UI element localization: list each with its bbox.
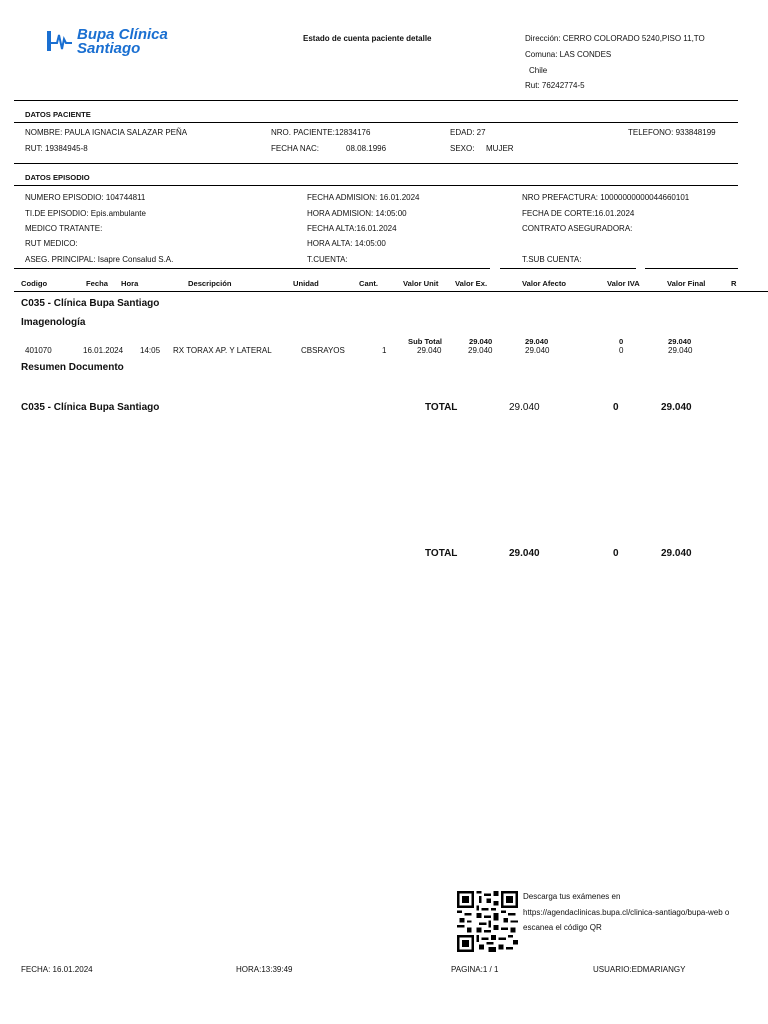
grand-total-label: TOTAL xyxy=(425,548,458,559)
footer-page: PAGINA:1 / 1 xyxy=(451,965,499,974)
group-title: C035 - Clínica Bupa Santiago xyxy=(21,298,160,309)
divider xyxy=(14,185,738,186)
clinic-comuna: Comuna: LAS CONDES xyxy=(525,50,612,59)
subtotal-afecto: 29.040 xyxy=(525,337,549,346)
column-header-underline xyxy=(645,268,738,269)
subtotal-label: Sub Total xyxy=(408,337,443,346)
grand-total-final: 29.040 xyxy=(661,548,692,559)
col-extra: R xyxy=(731,279,737,288)
logo-line1: Bupa Clínica xyxy=(77,26,168,43)
subaccount-type: T.SUB CUENTA: xyxy=(522,255,582,264)
birthdate-label: FECHA NAC: xyxy=(271,144,320,153)
divider xyxy=(14,122,738,123)
insurer-contract: CONTRATO ASEGURADORA: xyxy=(522,224,633,233)
column-header-underline xyxy=(500,268,636,269)
subtotal-final: 29.040 xyxy=(668,337,692,346)
patient-rut: RUT: 19384945-8 xyxy=(25,144,88,153)
episode-section-title: DATOS EPISODIO xyxy=(25,173,90,182)
admission-date: FECHA ADMISION: 16.01.2024 xyxy=(307,193,420,202)
admission-time: HORA ADMISION: 14:05:00 xyxy=(307,209,407,218)
group-category: Imagenología xyxy=(21,317,86,328)
sex-value: MUJER xyxy=(486,144,514,153)
prefactura-number: NRO PREFACTURA: 10000000000044660101 xyxy=(522,193,690,202)
subtotal-iva: 0 xyxy=(619,337,624,346)
discharge-date: FECHA ALTA:16.01.2024 xyxy=(307,224,397,233)
col-valor-ex: Valor Ex. xyxy=(455,279,488,288)
sex-label: SEXO: xyxy=(450,144,475,153)
footer-time: HORA:13:39:49 xyxy=(236,965,293,974)
treating-doctor: MEDICO TRATANTE: xyxy=(25,224,103,233)
summary-label: C035 - Clínica Bupa Santiago xyxy=(21,402,160,413)
primary-insurer: ASEG. PRINCIPAL: Isapre Consalud S.A. xyxy=(25,255,174,264)
discharge-time: HORA ALTA: 14:05:00 xyxy=(307,239,386,248)
col-unidad: Unidad xyxy=(293,279,319,288)
item-valor-iva: 0 xyxy=(619,346,624,355)
col-hora: Hora xyxy=(121,279,139,288)
patient-number: NRO. PACIENTE:12834176 xyxy=(271,128,371,137)
col-valor-final: Valor Final xyxy=(667,279,706,288)
clinic-address: Dirección: CERRO COLORADO 5240,PISO 11,TO xyxy=(525,34,705,43)
clinic-rut: Rut: 76242774-5 xyxy=(525,81,585,90)
summary-total-afecto: 29.040 xyxy=(509,402,540,413)
qr-code-icon xyxy=(457,891,518,952)
col-cant: Cant. xyxy=(359,279,378,288)
footer-user: USUARIO:EDMARIANGY xyxy=(593,965,686,974)
patient-phone: TELEFONO: 933848199 xyxy=(628,128,716,137)
logo-line2: Santiago xyxy=(77,40,141,57)
subtotal-ex: 29.040 xyxy=(469,337,493,346)
col-valor-unit: Valor Unit xyxy=(403,279,439,288)
clinic-country: Chile xyxy=(529,66,548,75)
divider xyxy=(14,163,738,164)
item-valor-ex: 29.040 xyxy=(468,346,493,355)
qr-text-line3: escanea el código QR xyxy=(523,923,602,932)
col-fecha: Fecha xyxy=(86,279,108,288)
item-valor-unit: 29.040 xyxy=(417,346,442,355)
account-type: T.CUENTA: xyxy=(307,255,348,264)
item-cant: 1 xyxy=(382,346,387,355)
birthdate-value: 08.08.1996 xyxy=(346,144,387,153)
item-valor-final: 29.040 xyxy=(668,346,693,355)
column-header-bottom xyxy=(14,291,768,292)
item-descripcion: RX TORAX AP. Y LATERAL xyxy=(173,346,272,355)
item-valor-afecto: 29.040 xyxy=(525,346,550,355)
episode-type: TI.DE EPISODIO: Epis.ambulante xyxy=(25,209,146,218)
document-title: Estado de cuenta paciente detalle xyxy=(303,34,432,43)
summary-total-iva: 0 xyxy=(613,402,619,413)
footer-date: FECHA: 16.01.2024 xyxy=(21,965,93,974)
column-header-underline xyxy=(14,268,490,269)
patient-section-title: DATOS PACIENTE xyxy=(25,110,91,119)
patient-age: EDAD: 27 xyxy=(450,128,486,137)
summary-title: Resumen Documento xyxy=(21,362,124,373)
qr-link[interactable]: https://agendaclinicas.bupa.cl/clinica-santiago/bupa-web o xyxy=(523,908,730,917)
divider xyxy=(14,100,738,101)
summary-total-label: TOTAL xyxy=(425,402,458,413)
col-valor-afecto: Valor Afecto xyxy=(522,279,567,288)
item-unidad: CBSRAYOS xyxy=(301,346,345,355)
patient-name: NOMBRE: PAULA IGNACIA SALAZAR PEÑA xyxy=(25,128,188,137)
grand-total-iva: 0 xyxy=(613,548,619,559)
doctor-rut: RUT MEDICO: xyxy=(25,239,78,248)
item-codigo: 401070 xyxy=(25,346,52,355)
cut-date: FECHA DE CORTE:16.01.2024 xyxy=(522,209,635,218)
col-codigo: Codigo xyxy=(21,279,48,288)
bupa-heartbeat-logo-icon xyxy=(46,27,74,55)
item-hora: 14:05 xyxy=(140,346,161,355)
grand-total-afecto: 29.040 xyxy=(509,548,540,559)
summary-total-final: 29.040 xyxy=(661,402,692,413)
col-descripcion: Descripción xyxy=(188,279,232,288)
episode-number: NUMERO EPISODIO: 104744811 xyxy=(25,193,146,202)
col-valor-iva: Valor IVA xyxy=(607,279,640,288)
qr-text-line1: Descarga tus exámenes en xyxy=(523,892,621,901)
item-fecha: 16.01.2024 xyxy=(83,346,124,355)
